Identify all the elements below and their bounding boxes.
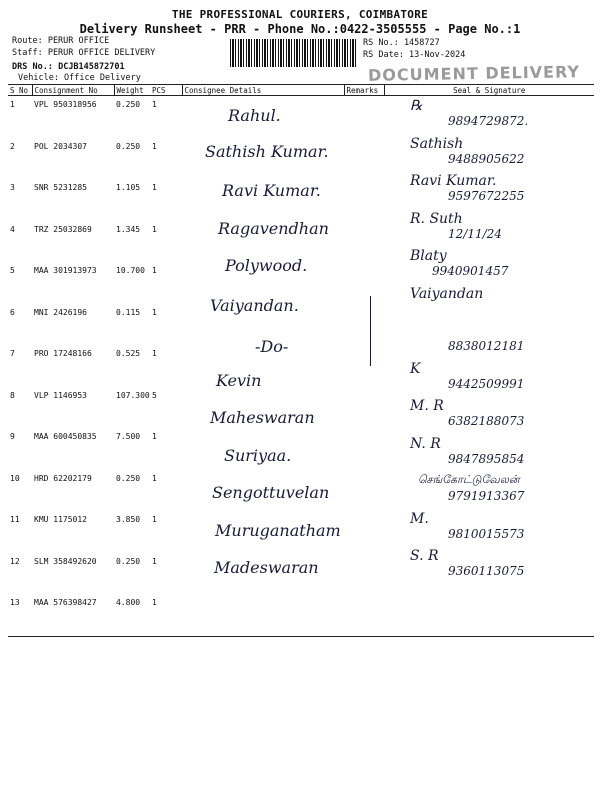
cell-weight: 0.250: [116, 556, 141, 566]
recipient-phone: 9488905622: [448, 151, 525, 166]
cell-pcs: 1: [152, 100, 157, 109]
cell-pcs: 1: [150, 594, 182, 636]
cell-consignment: VLP 1146953: [34, 390, 87, 400]
cell-sno: 4: [10, 224, 15, 234]
drs-number: [12, 62, 125, 72]
recipient-signature: S. R: [410, 548, 439, 564]
route-label: Route: PERUR OFFICE: [12, 36, 110, 46]
vehicle-label: Vehicle: Office Delivery: [18, 73, 141, 83]
consignee-handwritten-name: Madeswaran: [214, 558, 319, 577]
consignee-handwritten-name: Sathish Kumar.: [205, 141, 329, 161]
cell-weight: 10.700: [116, 266, 145, 275]
recipient-phone: 9442509991: [448, 376, 525, 391]
consignee-handwritten-name: Muruganatham: [215, 520, 341, 540]
cell-pcs: 1: [152, 224, 157, 234]
consignee-handwritten-name: Kevin: [216, 370, 262, 390]
document-delivery-stamp: DOCUMENT DELIVERY: [367, 62, 581, 85]
cell-pcs: 1: [152, 307, 157, 317]
cell-remarks: [344, 470, 384, 512]
col-consignee: Consignee Details: [182, 85, 344, 96]
runsheet-title: Delivery Runsheet - PRR - Phone No.:0422-3505555 - Page No.:1: [79, 22, 521, 36]
cell-pcs: 1: [152, 266, 157, 275]
col-weight: Weight: [114, 85, 150, 96]
recipient-phone: 9940901457: [432, 264, 509, 278]
barcode-image: [230, 39, 356, 67]
cell-consignment: MAA 301913973: [34, 266, 97, 275]
cell-weight: 3.850: [116, 515, 141, 524]
consignee-handwritten-name: Rahul.: [228, 106, 281, 125]
consignee-handwritten-name: Ravi Kumar.: [222, 181, 321, 200]
rs-number: RS No.: 1458727: [363, 38, 440, 48]
cell-remarks: [344, 96, 384, 138]
cell-remarks: [344, 221, 384, 263]
recipient-signature: Sathish: [410, 135, 464, 152]
recipient-signature: M. R: [410, 398, 444, 414]
cell-sno: 5: [10, 266, 15, 275]
cell-consignment: POL 2034307: [34, 141, 87, 151]
recipient-signature: Vaiyandan: [410, 285, 484, 302]
cell-weight: 0.525: [116, 349, 141, 358]
col-consignment: Consignment No: [32, 85, 114, 96]
recipient-signature: ℞: [410, 98, 423, 114]
col-sno: S No: [8, 85, 32, 96]
cell-sno: 6: [10, 307, 15, 317]
rs-date: RS Date: 13-Nov-2024: [363, 50, 466, 60]
cell-weight: 107.300: [116, 390, 150, 400]
recipient-phone: 9791913367: [448, 489, 525, 503]
cell-consignment: KMU 1175012: [34, 515, 87, 524]
recipient-phone: 9810015573: [448, 526, 525, 541]
cell-consignment: VPL 950318956: [34, 100, 97, 109]
cell-pcs: 1: [152, 141, 157, 151]
cell-consignment: TRZ 25032869: [34, 224, 92, 234]
table-row: [8, 594, 594, 636]
recipient-phone: 9894729872.: [448, 114, 529, 128]
cell-sno: 7: [10, 349, 15, 358]
col-pcs: PCS: [150, 85, 182, 96]
consignee-handwritten-name: Ragavendhan: [218, 218, 329, 238]
cell-weight: 4.800: [114, 594, 150, 636]
remarks-bracket-mark: [370, 296, 385, 366]
cell-weight: 1.345: [116, 224, 141, 234]
cell-consignment: SLM 358492620: [34, 556, 97, 566]
drs-label: DRS No.:: [12, 62, 53, 72]
cell-remarks: [344, 428, 384, 470]
consignee-handwritten-name: -Do-: [255, 337, 289, 356]
cell-sno: 11: [10, 515, 20, 524]
recipient-signature: R. Suth: [410, 210, 463, 227]
cell-weight: 1.105: [116, 183, 141, 192]
cell-consignment: MNI 2426196: [34, 307, 87, 317]
cell-weight: 7.500: [116, 432, 141, 441]
cell-pcs: 1: [152, 556, 157, 566]
cell-pcs: 1: [152, 349, 157, 358]
cell-pcs: 1: [152, 515, 157, 524]
cell-sno: 12: [10, 556, 20, 566]
cell-sno: 13: [8, 594, 32, 636]
runsheet-table: [8, 84, 594, 637]
table-header: [8, 85, 594, 96]
cell-pcs: 1: [152, 473, 157, 483]
recipient-signature: செங்கோட்டுவேலன்: [418, 473, 520, 486]
recipient-phone: 12/11/24: [448, 226, 502, 241]
recipient-signature: Ravi Kumar.: [410, 173, 497, 189]
cell-weight: 0.250: [116, 141, 141, 151]
recipient-phone: 9360113075: [448, 564, 525, 578]
cell-consignment: HRD 62202179: [34, 473, 92, 483]
cell-sno: 9: [10, 432, 15, 441]
recipient-phone: 9847895854: [448, 451, 525, 466]
cell-remarks: [344, 594, 384, 636]
cell-sno: 1: [10, 100, 15, 109]
cell-consignment: SNR 5231285: [34, 183, 87, 192]
cell-consignee: [182, 594, 344, 636]
cell-weight: 0.115: [116, 307, 141, 317]
cell-remarks: [344, 138, 384, 180]
cell-sno: 10: [10, 473, 20, 483]
cell-pcs: 1: [152, 432, 157, 441]
cell-pcs: 1: [152, 183, 157, 192]
recipient-phone: 6382188073: [448, 414, 525, 428]
consignee-handwritten-name: Vaiyandan.: [210, 295, 299, 315]
cell-weight: 0.250: [116, 100, 141, 109]
recipient-phone: 9597672255: [448, 189, 525, 203]
cell-consignment: MAA 600450835: [34, 432, 97, 441]
recipient-signature: K: [410, 360, 421, 377]
cell-sno: 8: [10, 390, 15, 400]
drs-value: DCJB145872701: [58, 62, 125, 72]
col-signature: Seal & Signature: [384, 85, 594, 96]
cell-remarks: [344, 553, 384, 595]
cell-consignment: MAA 576398427: [32, 594, 114, 636]
company-name: THE PROFESSIONAL COURIERS, COIMBATORE: [171, 8, 429, 21]
recipient-signature: M.: [410, 510, 429, 527]
recipient-signature: Blaty: [410, 248, 447, 264]
cell-weight: 0.250: [116, 473, 141, 483]
col-remarks: Remarks: [344, 85, 384, 96]
consignee-handwritten-name: Polywood.: [225, 256, 308, 275]
cell-pcs: 5: [152, 390, 157, 400]
consignee-handwritten-name: Maheswaran: [210, 408, 315, 427]
cell-remarks: [344, 511, 384, 553]
recipient-phone: 8838012181: [448, 339, 525, 353]
staff-label: Staff: PERUR OFFICE DELIVERY: [12, 48, 156, 58]
cell-sno: 3: [10, 183, 15, 192]
consignee-handwritten-name: Sengottuvelan: [212, 483, 330, 502]
recipient-signature: N. R: [410, 435, 441, 452]
cell-signature: [384, 594, 594, 636]
consignee-handwritten-name: Suriyaa.: [224, 445, 292, 465]
cell-remarks: [344, 387, 384, 429]
cell-sno: 2: [10, 141, 15, 151]
cell-remarks: [344, 179, 384, 221]
cell-consignment: PRO 17248166: [34, 349, 92, 358]
